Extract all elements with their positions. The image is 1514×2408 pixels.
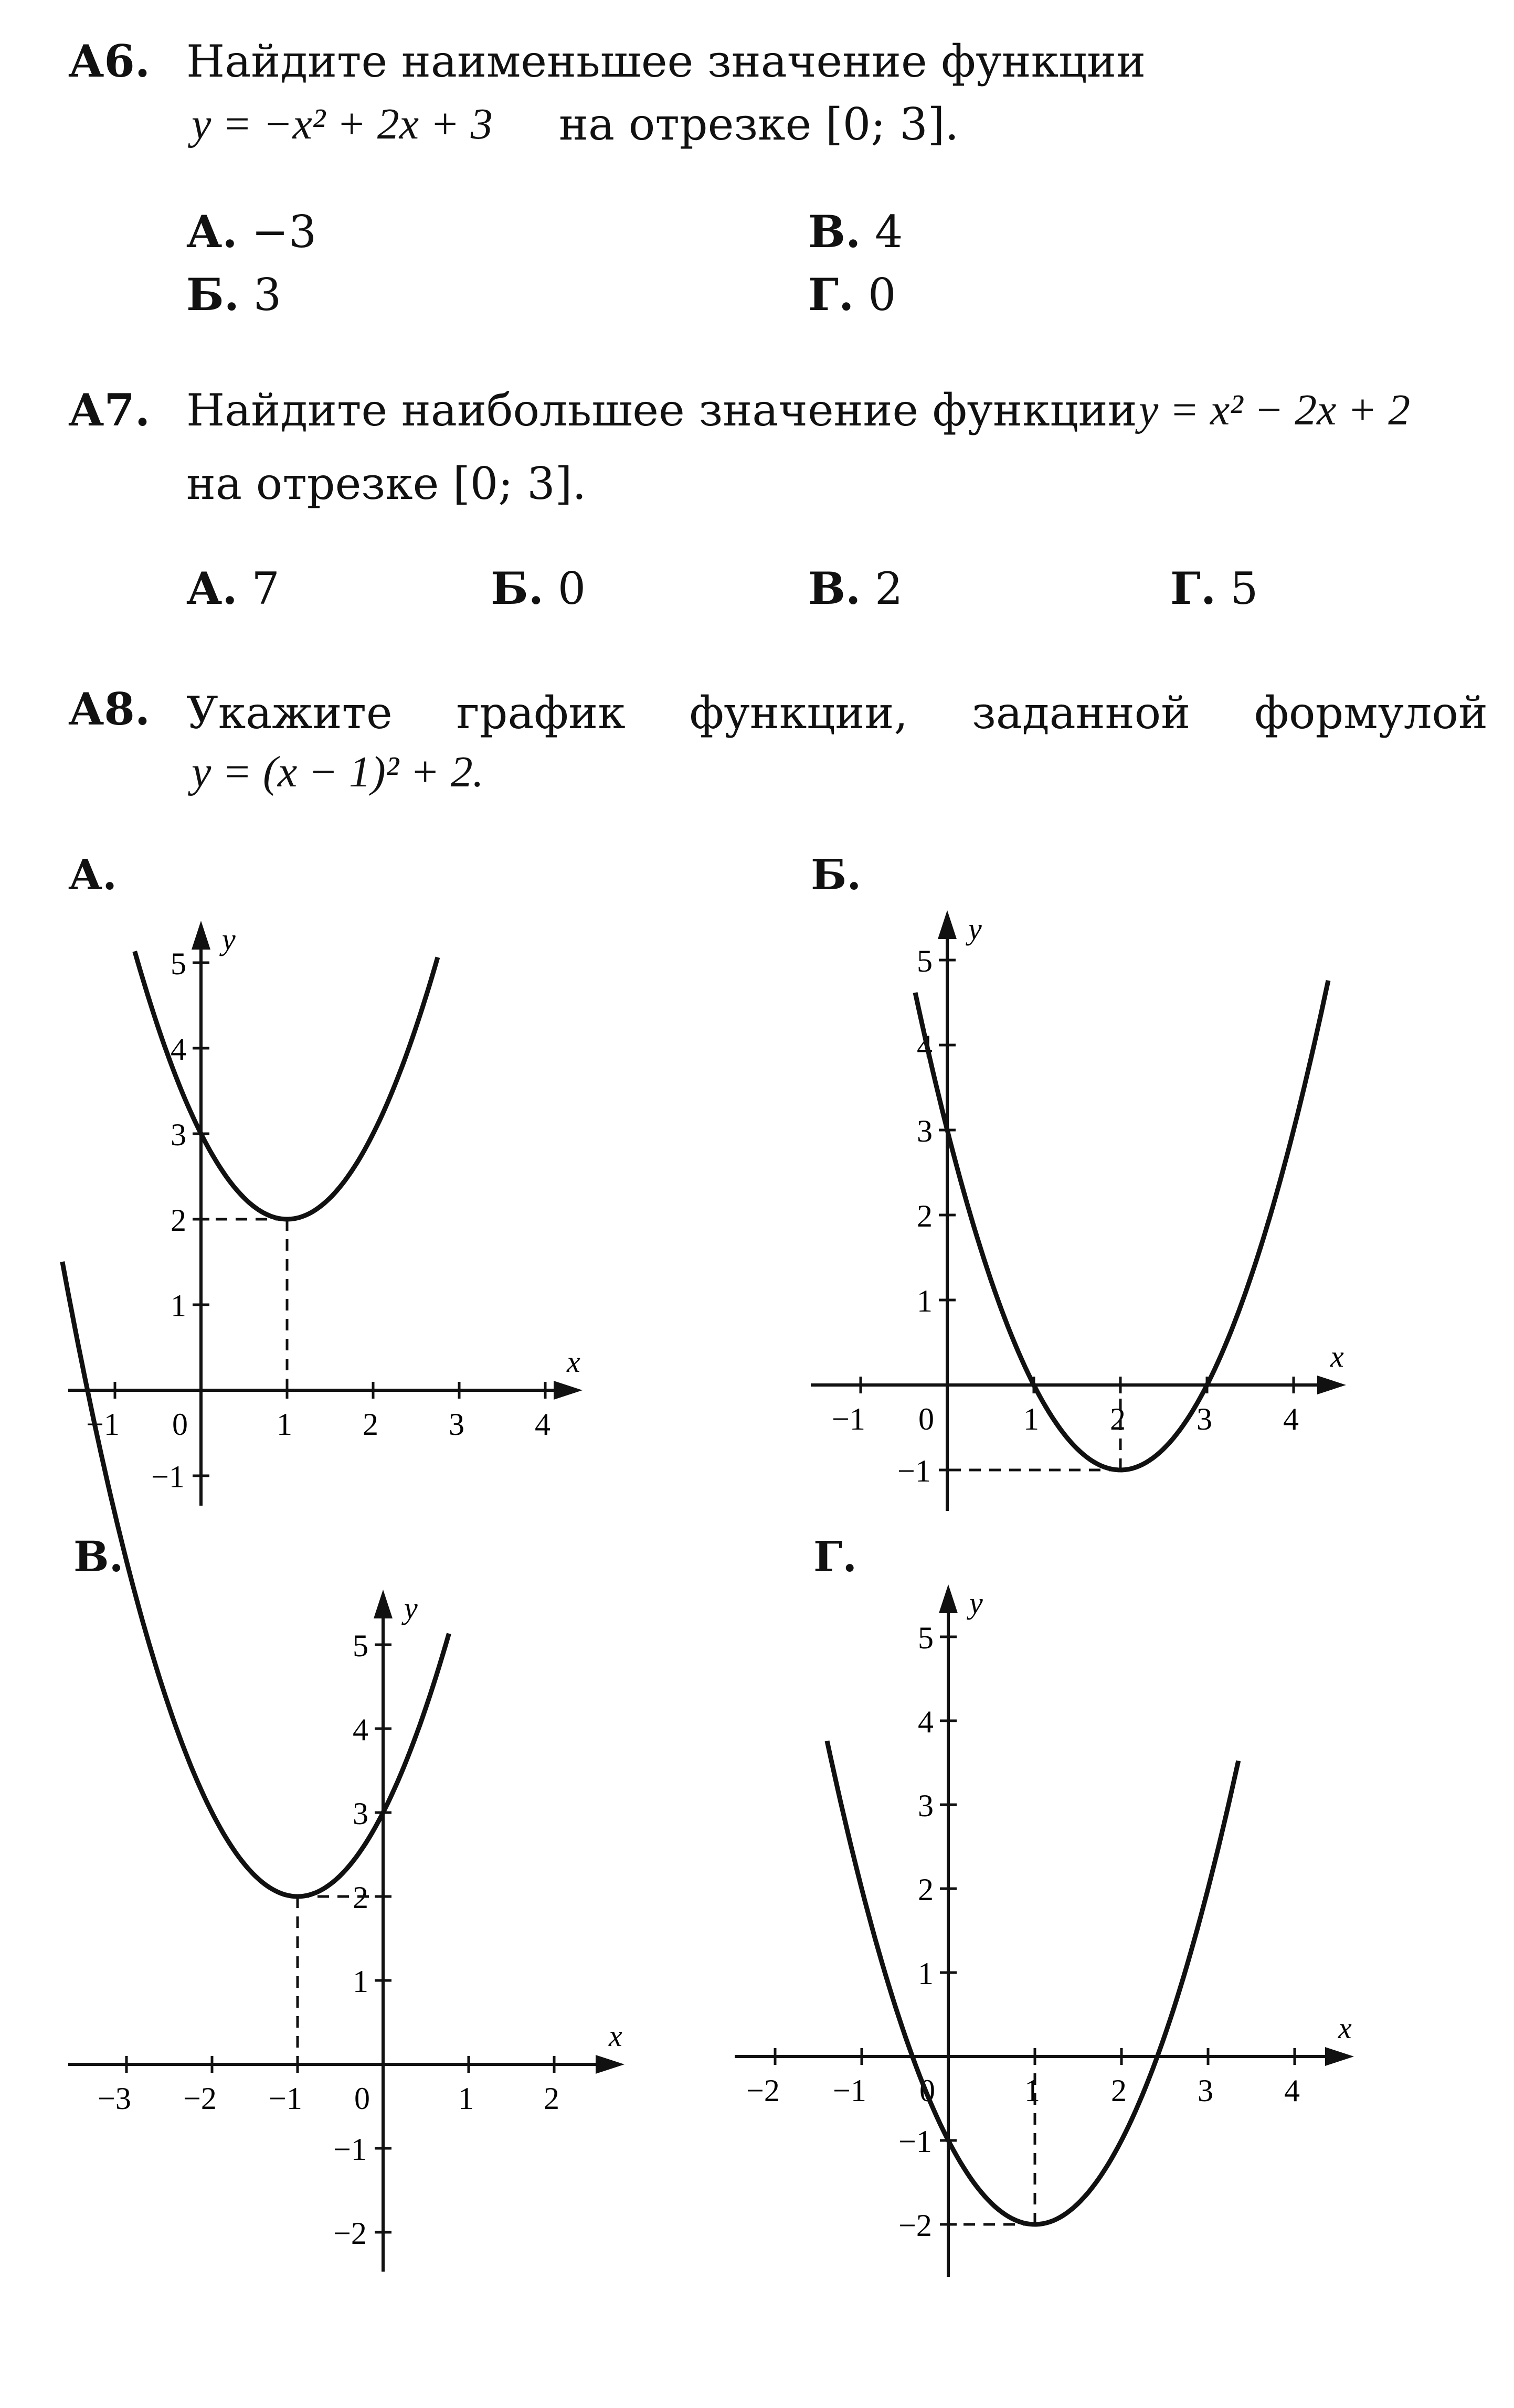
- x-tick-label: 4: [1284, 2073, 1300, 2108]
- y-tick-label: 2: [918, 1872, 934, 1907]
- x-tick-label: 1: [1024, 2073, 1040, 2108]
- y-tick-label: 1: [918, 1956, 934, 1991]
- x-axis-arrow: [1325, 2047, 1354, 2066]
- option-letter: В.: [808, 562, 861, 614]
- question-word: Укажите: [186, 687, 393, 739]
- y-tick-label: −1: [333, 2132, 367, 2167]
- x-tick-label: 1: [458, 2081, 474, 2116]
- y-tick-label: 3: [171, 1117, 186, 1152]
- x-tick-label: 0: [354, 2081, 370, 2116]
- y-tick-label: −1: [151, 1459, 185, 1494]
- x-tick-label: 1: [277, 1407, 292, 1442]
- option-value: 0: [867, 269, 896, 321]
- option-value: 5: [1230, 563, 1258, 614]
- y-tick-label: 2: [171, 1203, 186, 1238]
- question-number-a6: А6.: [68, 35, 151, 87]
- x-axis-label: x: [567, 1345, 580, 1379]
- option-letter: Г.: [1170, 562, 1216, 614]
- option-value: 4: [874, 206, 903, 258]
- y-tick-label: 5: [353, 1628, 368, 1663]
- option-letter: В.: [808, 206, 861, 258]
- x-tick-label: −3: [98, 2081, 131, 2116]
- y-axis-label: y: [404, 1591, 418, 1625]
- option-value: 7: [251, 563, 280, 614]
- y-tick-label: 5: [918, 1621, 934, 1655]
- option-a6-v[interactable]: [808, 206, 903, 258]
- option-a7-a[interactable]: [186, 562, 280, 614]
- x-axis-label: x: [1330, 1339, 1344, 1373]
- x-axis-label: x: [1338, 2011, 1352, 2045]
- x-axis-arrow: [554, 1381, 583, 1400]
- graph-label-g[interactable]: Г.: [813, 1532, 857, 1581]
- option-a7-b[interactable]: [491, 562, 586, 614]
- y-tick-label: 5: [917, 944, 933, 978]
- option-value: 2: [874, 563, 903, 614]
- question-tail-a7: на отрезке [0; 3].: [186, 458, 587, 509]
- x-axis-arrow: [1317, 1376, 1346, 1394]
- option-letter: Б.: [491, 562, 544, 614]
- graph-label-b[interactable]: Б.: [811, 850, 862, 899]
- y-axis-arrow: [192, 921, 210, 950]
- question-word: формулой: [1254, 687, 1488, 739]
- question-word: заданной: [972, 687, 1191, 739]
- y-axis-label: y: [969, 1586, 983, 1620]
- y-tick-label: 4: [918, 1704, 934, 1739]
- x-tick-label: −2: [183, 2081, 217, 2116]
- y-axis-label: y: [968, 912, 982, 946]
- y-tick-label: −1: [897, 1454, 931, 1488]
- x-tick-label: 0: [918, 1402, 934, 1436]
- y-axis-arrow: [939, 1584, 958, 1613]
- x-axis-label: x: [609, 2019, 622, 2053]
- x-tick-label: 2: [1111, 2073, 1127, 2108]
- option-letter: Г.: [808, 269, 854, 321]
- option-a6-a[interactable]: [186, 206, 317, 258]
- x-tick-label: 0: [919, 2073, 935, 2108]
- option-value: −3: [251, 206, 317, 258]
- parabola-curve: [827, 1741, 1238, 2224]
- graph-label-a[interactable]: А.: [68, 850, 118, 899]
- question-text-a6: Найдите наименьшее значение функции: [186, 36, 1146, 87]
- x-tick-label: 4: [1283, 1402, 1299, 1436]
- question-word: функции,: [689, 687, 908, 739]
- question-tail-a6: на отрезке [0; 3].: [559, 99, 959, 150]
- y-tick-label: 4: [917, 1029, 933, 1063]
- question-number-a7: А7.: [68, 384, 151, 436]
- option-value: 3: [253, 269, 282, 321]
- option-value: 0: [557, 563, 586, 614]
- y-tick-label: 1: [917, 1284, 933, 1318]
- x-tick-label: 3: [1198, 2073, 1213, 2108]
- option-a6-g[interactable]: [808, 269, 896, 321]
- parabola-curve: [915, 981, 1328, 1470]
- formula-a6: y = −x² + 2x + 3: [192, 100, 493, 148]
- y-tick-label: 4: [353, 1712, 368, 1747]
- x-tick-label: 0: [172, 1407, 188, 1442]
- option-a6-b[interactable]: [186, 269, 282, 321]
- x-axis-arrow: [596, 2055, 624, 2074]
- y-tick-label: 4: [171, 1032, 186, 1067]
- question-text-a8: [186, 687, 1488, 739]
- y-tick-label: 3: [918, 1788, 934, 1823]
- y-tick-label: 1: [353, 1964, 368, 1999]
- option-letter: А.: [186, 562, 238, 614]
- question-number-a8: А8.: [68, 683, 151, 735]
- y-axis-label: y: [222, 922, 236, 956]
- graph-label-v[interactable]: В.: [73, 1532, 124, 1581]
- formula-a7: y = x² − 2x + 2: [1139, 386, 1411, 434]
- y-tick-label: −2: [333, 2216, 367, 2251]
- y-tick-label: 5: [171, 946, 186, 981]
- x-tick-label: 3: [1197, 1402, 1212, 1436]
- x-tick-label: 2: [1110, 1402, 1126, 1436]
- x-tick-label: −1: [833, 2073, 866, 2108]
- option-letter: Б.: [186, 269, 240, 321]
- x-tick-label: −1: [86, 1407, 120, 1442]
- y-tick-label: 2: [353, 1880, 368, 1915]
- x-tick-label: 1: [1023, 1402, 1039, 1436]
- y-tick-label: −1: [898, 2124, 932, 2159]
- x-tick-label: 4: [535, 1407, 550, 1442]
- y-tick-label: 2: [917, 1199, 933, 1233]
- question-word: график: [456, 687, 626, 739]
- option-a7-g[interactable]: [1170, 562, 1258, 614]
- parabola-curve: [135, 951, 438, 1219]
- option-letter: А.: [186, 206, 238, 258]
- x-tick-label: 3: [449, 1407, 464, 1442]
- y-axis-arrow: [374, 1590, 393, 1618]
- formula-a8: y = (x − 1)² + 2.: [192, 748, 484, 796]
- x-tick-label: −1: [832, 1402, 865, 1436]
- x-tick-label: 2: [544, 2081, 559, 2116]
- x-tick-label: −1: [269, 2081, 302, 2116]
- y-axis-arrow: [938, 910, 957, 939]
- question-text-a7: Найдите наибольшее значение функции: [186, 385, 1137, 436]
- y-tick-label: −2: [898, 2208, 932, 2243]
- option-a7-v[interactable]: [808, 562, 903, 614]
- y-tick-label: 3: [353, 1796, 368, 1831]
- y-tick-label: 1: [171, 1288, 186, 1323]
- x-tick-label: −2: [746, 2073, 780, 2108]
- y-tick-label: 3: [917, 1114, 933, 1148]
- x-tick-label: 2: [363, 1407, 378, 1442]
